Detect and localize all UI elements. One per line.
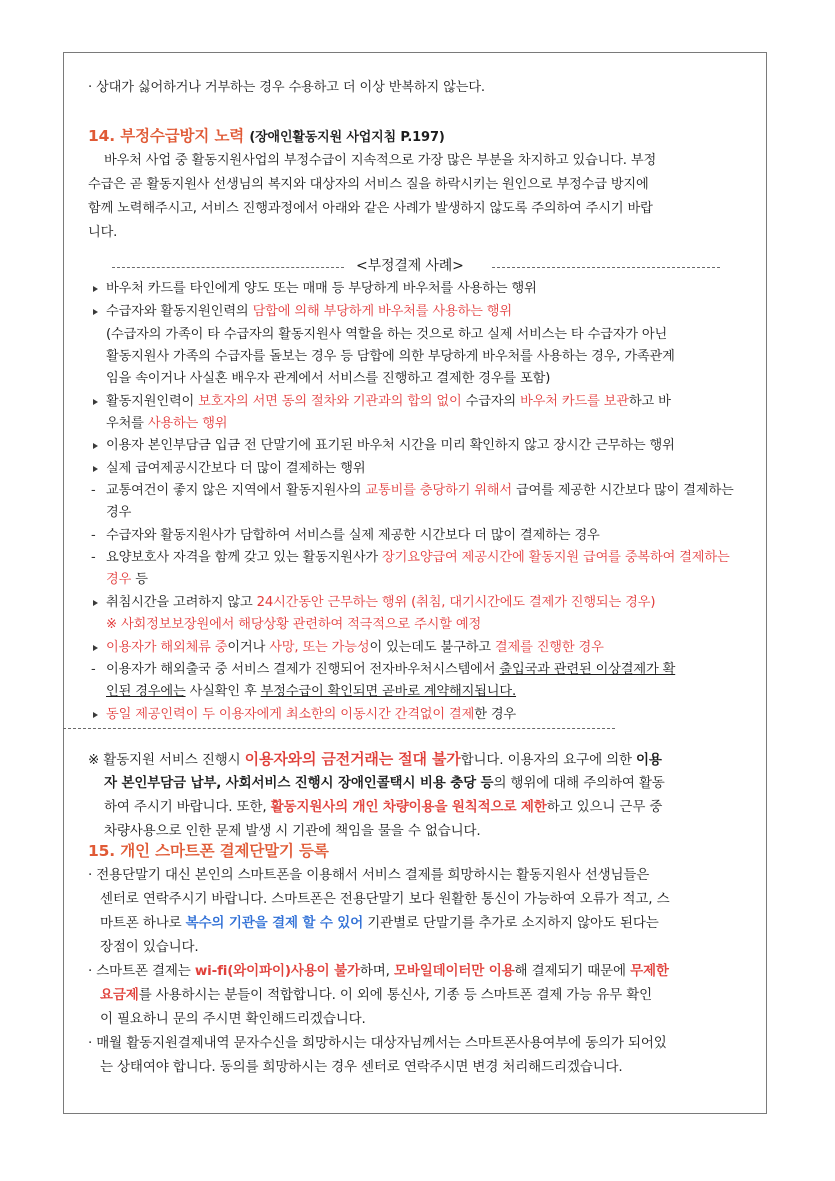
bullet-triangle-icon xyxy=(93,466,98,472)
case-6: 교통여건이 좋지 않은 지역에서 활동지원사의 교통비를 충당하기 위해서 급여를 제공한 시간보다 많이 결제하는 xyxy=(106,483,734,498)
section-15-heading xyxy=(88,841,329,861)
cases-divider-right xyxy=(492,267,720,268)
s15-p1-line-3: 마트폰 하나로 복수의 기관을 결제 할 수 있어 기관별로 단말기를 추가로 소지하지 않아도 된다는 xyxy=(100,915,659,931)
s15-p2-line-1: · 스마트폰 결제는 wi-fi(와이파이)사용이 불가하며, 모바일데이터만 이용해 결제되기 때문에 무제한 xyxy=(88,963,669,979)
s15-p2-line-2: 요금제를 사용하시는 분들이 적합합니다. 이 외에 통신사, 기종 등 스마트폰 결제 가능 유무 확인 xyxy=(100,987,652,1003)
s14-para-line-4: 니다. xyxy=(88,225,118,240)
case-5: 실제 급여제공시간보다 더 많이 결제하는 행위 xyxy=(106,461,366,476)
s15-p1-line-4: 장점이 있습니다. xyxy=(100,939,199,955)
case-11-cont: 인된 경우에는 사실확인 후 부정수급이 확인되면 곧바로 계약해지됩니다. xyxy=(106,684,517,699)
s15-p1-line-1: · 전용단말기 대신 본인의 스마트폰을 이용해서 서비스 결제를 희망하시는 활동지원사 선생님들은 xyxy=(88,867,650,883)
section-14-title: 14. 부정수급방지 노력 xyxy=(88,127,245,145)
case-8-cont: 경우 등 xyxy=(106,572,148,587)
intro-bullet: · 상대가 싫어하거나 거부하는 경우 수용하고 더 이상 반복하지 않는다. xyxy=(88,80,485,95)
case-2-detail-1: (수급자의 가족이 타 수급자의 활동지원사 역할을 하는 것으로 하고 실제 서비스는 타 수급자가 아닌 xyxy=(106,327,668,342)
caution-note-line-3: 하여 주시기 바랍니다. 또한, 활동지원사의 개인 차량이용을 원칙적으로 제한하고 있으니 근무 중 xyxy=(104,799,663,815)
case-2-detail-3: 임을 속이거나 사실혼 배우자 관계에서 서비스를 진행하고 결제한 경우를 포함) xyxy=(106,371,551,386)
bullet-triangle-icon xyxy=(93,286,98,292)
case-6-cont: 경우 xyxy=(106,505,132,520)
caution-note-line-1: ※ 활동지원 서비스 진행시 이용자와의 금전거래는 절대 불가합니다. 이용자의 요구에 의한 이용 xyxy=(88,750,662,768)
bullet-triangle-icon xyxy=(93,600,98,606)
section-14-heading xyxy=(88,126,445,148)
dash-bullet: - xyxy=(91,550,96,565)
cases-bottom-divider xyxy=(63,728,615,729)
s15-p3-line-2: 는 상태여야 합니다. 동의를 희망하시는 경우 센터로 연락주시면 변경 처리해드리겠습니다. xyxy=(100,1059,623,1075)
s15-p1-line-2: 센터로 연락주시기 바랍니다. 스마트폰은 전용단말기 보다 원활한 통신이 가능하여 오류가 적고, 스 xyxy=(100,891,670,907)
cases-divider-left xyxy=(112,267,344,268)
case-12: 동일 제공인력이 두 이용자에게 최소한의 이동시간 간격없이 결제한 경우 xyxy=(106,707,517,722)
bullet-triangle-icon xyxy=(93,645,98,651)
case-3-cont: 우처를 사용하는 행위 xyxy=(106,416,228,431)
caution-note-line-4: 차량사용으로 인한 문제 발생 시 기관에 책임을 물을 수 없습니다. xyxy=(104,823,481,839)
s15-p3-line-1: · 매월 활동지원결제내역 문자수신을 희망하시는 대상자님께서는 스마트폰사용여부에 동의가 되어있 xyxy=(88,1035,667,1051)
bullet-triangle-icon xyxy=(93,399,98,405)
case-2: 수급자와 활동지원인력의 담합에 의해 부당하게 바우처를 사용하는 행위 xyxy=(106,304,512,319)
case-3: 활동지원인력이 보호자의 서면 동의 절차와 기관과의 합의 없이 수급자의 바우처 카드를 보관하고 바 xyxy=(106,394,671,409)
s14-para-line-2: 수급은 곧 활동지원사 선생님의 복지와 대상자의 서비스 질을 하락시키는 원인으로 부정수급 방지에 xyxy=(88,177,649,192)
section-14-reference: (장애인활동지원 사업지침 P.197) xyxy=(249,130,445,145)
bullet-triangle-icon xyxy=(93,443,98,449)
case-1: 바우처 카드를 타인에게 양도 또는 매매 등 부당하게 바우처를 사용하는 행위 xyxy=(106,281,537,296)
cases-title: <부정결제 사례> xyxy=(356,258,464,274)
case-9-note: ※ 사회정보보장원에서 해당상황 관련하여 적극적으로 주시할 예정 xyxy=(106,617,482,632)
case-2-detail-2: 활동지원사 가족의 수급자를 돌보는 경우 등 담합에 의한 부당하게 바우처를 사용하는 경우, 가족관계 xyxy=(106,349,675,364)
dash-bullet: - xyxy=(91,528,96,543)
dash-bullet: - xyxy=(91,662,96,677)
case-8: 요양보호사 자격을 함께 갖고 있는 활동지원사가 장기요양급여 제공시간에 활동지원 급여를 중복하여 결제하는 xyxy=(106,550,730,565)
case-11: 이용자가 해외출국 중 서비스 결제가 진행되어 전자바우처시스템에서 출입국과 관련된 이상결제가 확 xyxy=(106,662,676,677)
case-10: 이용자가 해외체류 중이거나 사망, 또는 가능성이 있는데도 불구하고 결제를 진행한 경우 xyxy=(106,640,604,655)
case-9: 취침시간을 고려하지 않고 24시간동안 근무하는 행위 (취침, 대기시간에도 결제가 진행되는 경우) xyxy=(106,595,656,610)
bullet-triangle-icon xyxy=(93,712,98,718)
s15-p2-line-3: 이 필요하니 문의 주시면 확인해드리겠습니다. xyxy=(100,1011,366,1027)
s14-para-line-3: 함께 노력해주시고, 서비스 진행과정에서 아래와 같은 사례가 발생하지 않도록 주의하여 주시기 바랍 xyxy=(88,201,653,216)
bullet-triangle-icon xyxy=(93,309,98,315)
case-7: 수급자와 활동지원사가 담합하여 서비스를 실제 제공한 시간보다 더 많이 결제하는 경우 xyxy=(106,528,600,543)
case-4: 이용자 본인부담금 입금 전 단말기에 표기된 바우처 시간을 미리 확인하지 않고 장시간 근무하는 행위 xyxy=(106,438,675,453)
dash-bullet: - xyxy=(91,483,96,498)
s14-para-line-1: 바우처 사업 중 활동지원사업의 부정수급이 지속적으로 가장 많은 부분을 차지하고 있습니다. 부정 xyxy=(104,153,657,168)
section-15-title: 15. 개인 스마트폰 결제단말기 등록 xyxy=(88,842,329,860)
caution-note-line-2: 자 본인부담금 납부, 사회서비스 진행시 장애인콜택시 비용 충당 등의 행위에 대해 주의하여 활동 xyxy=(104,775,665,791)
